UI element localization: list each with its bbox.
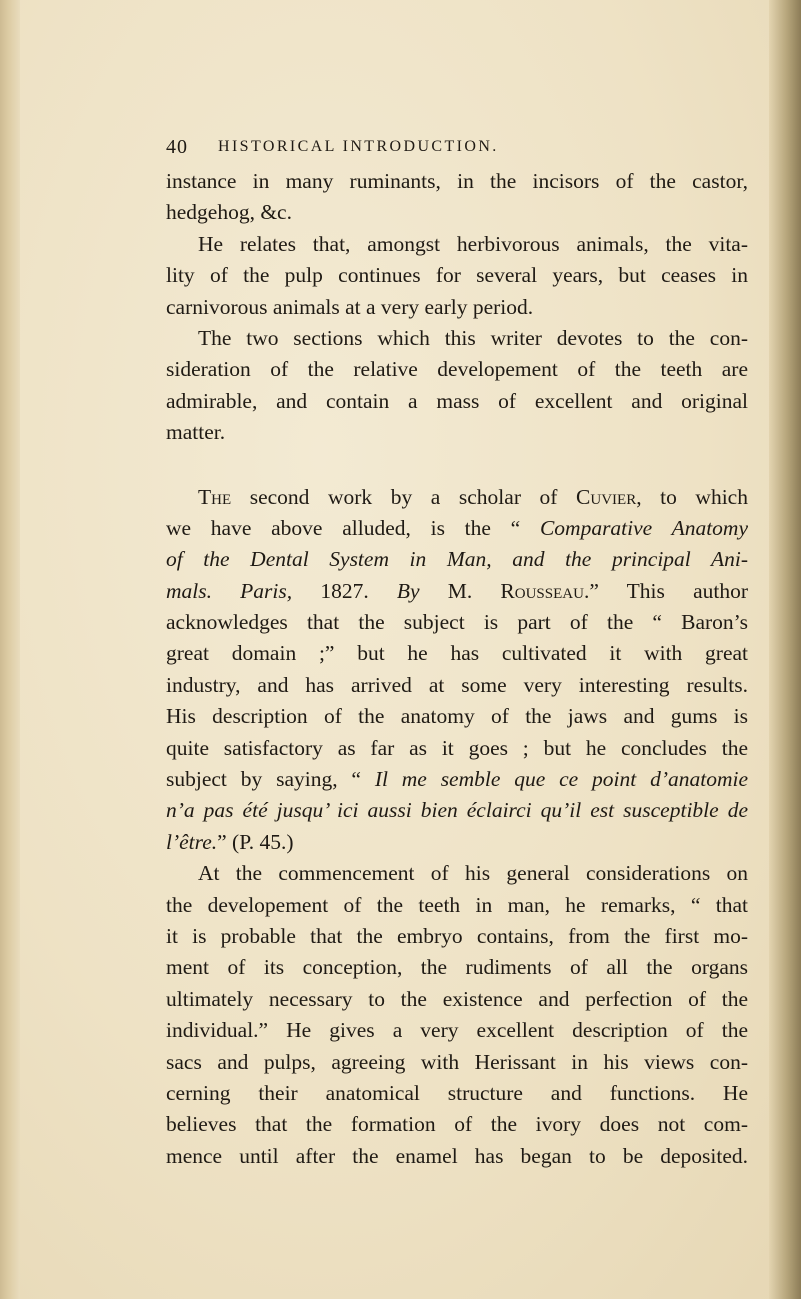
text-span: M. xyxy=(419,578,501,603)
text-line: mence until after the enamel has began to be deposited. xyxy=(166,1143,748,1168)
text-line: industry, and has arrived at some very interesting results. xyxy=(166,672,748,697)
text-line: sideration of the relative developement of the teeth are xyxy=(166,357,748,382)
text-line: n’a pas été jusqu’ ici aussi bien éclairci qu’il est susceptible de xyxy=(166,798,748,823)
text-line: sacs and pulps, agreeing with Herissant in his views con- xyxy=(166,1049,748,1074)
text-line: of the Dental System in Man, and the principal Ani- xyxy=(166,547,748,572)
text-span: Comparative Anatomy xyxy=(539,515,748,540)
text-line xyxy=(166,513,748,544)
running-head: HISTORICAL INTRODUCTION. xyxy=(218,138,499,155)
text-line: The two sections which this writer devotes to the con- xyxy=(198,325,748,350)
text-line: ment of its conception, the rudiments of all the organs xyxy=(166,955,748,980)
text-span: By xyxy=(396,578,420,603)
text-span: Il me semble que ce point d’anatomie xyxy=(374,767,749,792)
text-line: admirable, and contain a mass of excellent and original xyxy=(166,388,748,413)
text-line: quite satisfactory as far as it goes ; but he concludes the xyxy=(166,735,748,760)
text-line: believes that the formation of the ivory does not com- xyxy=(166,1112,748,1137)
text-span: Cuvier xyxy=(576,484,637,509)
text-span: l’être. xyxy=(166,829,218,854)
text-line xyxy=(166,576,748,607)
text-line: the developement of the teeth in man, he remarks, “ that xyxy=(166,892,748,917)
page-number: 40 xyxy=(166,136,188,158)
text-line: individual.” He gives a very excellent description of the xyxy=(166,1018,748,1043)
text-span: ” (P. 45.) xyxy=(217,829,294,854)
text-line: lity of the pulp continues for several years, but ceases in xyxy=(166,263,748,288)
text-line: hedgehog, &c. xyxy=(166,200,292,225)
text-line: it is probable that the embryo contains, from the first mo- xyxy=(166,923,748,948)
paragraph-gap xyxy=(166,449,748,482)
text-line: acknowledges that the subject is part of the “ Baron’s xyxy=(166,610,748,635)
text-span: mals. Paris, xyxy=(166,578,293,603)
page-left-edge xyxy=(0,0,20,1299)
text-line: carnivorous animals at a very early period. xyxy=(166,294,534,319)
page-right-edge xyxy=(769,0,801,1299)
text-span: we have above alluded, is the “ xyxy=(166,515,540,540)
text-line xyxy=(166,764,748,795)
text-line xyxy=(166,827,748,858)
page-header xyxy=(166,136,726,156)
text-span: subject by saying, “ xyxy=(166,767,375,792)
text-span: second work by a scholar of xyxy=(231,484,577,509)
text-line: ultimately necessary to the existence and perfection of the xyxy=(166,986,748,1011)
text-span: The xyxy=(198,484,232,509)
text-span: , to which xyxy=(636,484,748,509)
text-line: great domain ;” but he has cultivated it with great xyxy=(166,641,748,666)
text-line xyxy=(166,482,748,513)
text-line: He relates that, amongst herbivorous animals, the vita- xyxy=(198,231,748,256)
text-span: Rousseau xyxy=(500,578,584,603)
text-line: matter. xyxy=(166,420,226,445)
text-span: .” This author xyxy=(583,578,748,603)
text-span: 1827. xyxy=(292,578,397,603)
text-line: At the commencement of his general considerations on xyxy=(198,861,748,886)
text-line: cerning their anatomical structure and functions. He xyxy=(166,1080,748,1105)
text-line: His description of the anatomy of the jaws and gums is xyxy=(166,704,748,729)
body-text xyxy=(166,166,748,1172)
text-line: instance in many ruminants, in the incisors of the castor, xyxy=(166,169,748,193)
